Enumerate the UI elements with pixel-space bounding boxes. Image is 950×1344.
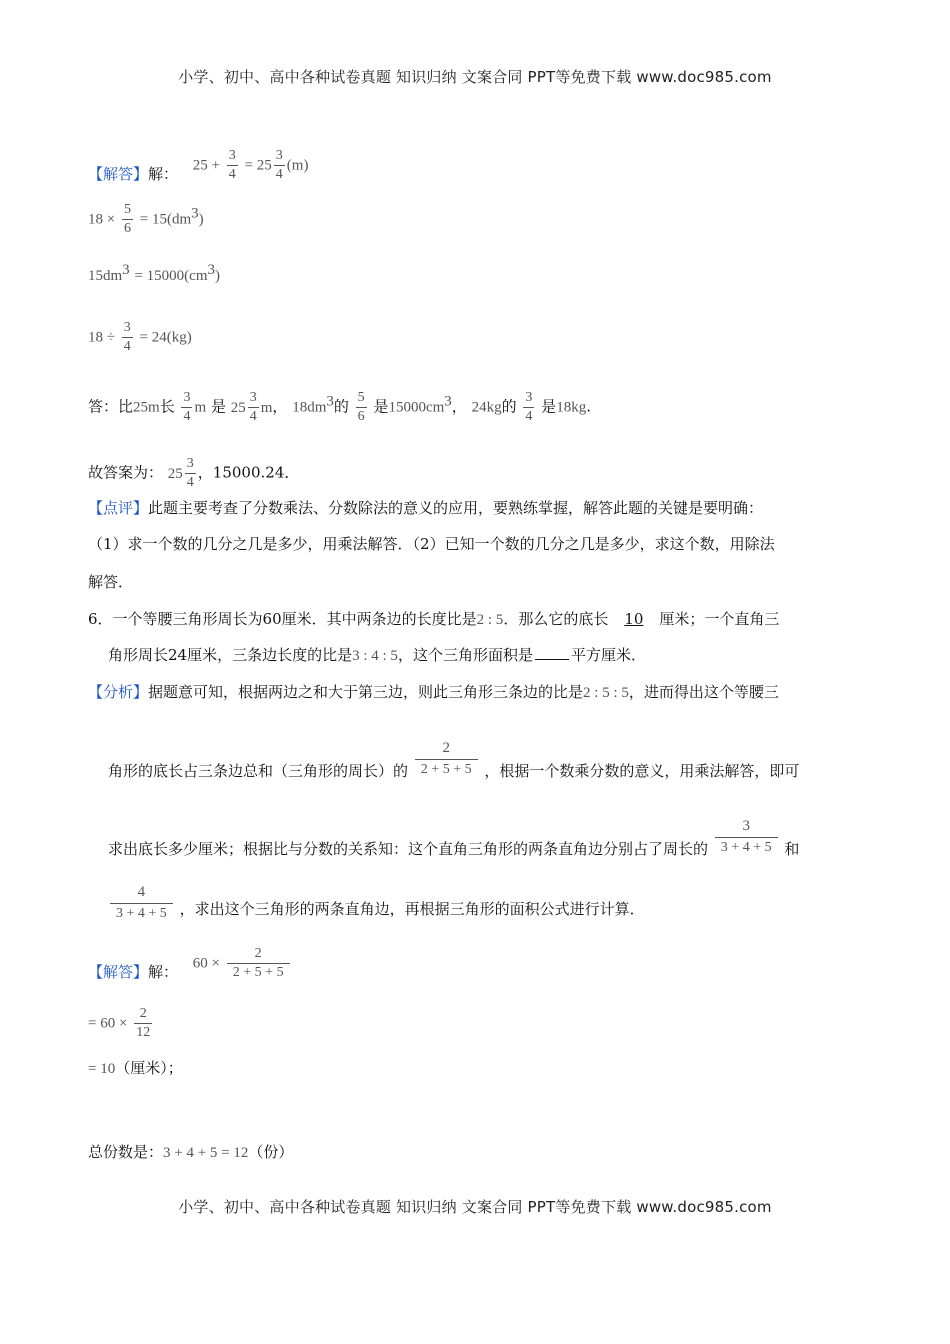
q6-analysis-line4: $\frac{4}{3 + 4 + 5}$ ，求出这个三角形的两条直角边，再根据三角形的面积公式进行计算．	[108, 890, 645, 930]
q5-eq4: 18 ÷ $\frac{3}{4}$ = 24(kg)	[88, 320, 192, 354]
page-header: 小学、初中、高中各种试卷真题 知识归纳 文案合同 PPT等免费下载 www.doc985.com	[178, 68, 772, 86]
q5-final-answer: 故答案为： 25 $\frac{3}{4}$ ，15000.24．	[88, 456, 300, 490]
q5-eq1: 25 + $\frac{3}{4}$ = 25 $\frac{3}{4}$ (m)	[192, 148, 309, 182]
q5-comment: 【点评】此题主要考查了分数乘法、分数除法的意义的应用，要熟练掌握，解答此题的关键是要明确：	[88, 499, 764, 517]
q6-analysis-line3: 求出底长多少厘米；根据比与分数的关系知：这个直角三角形的两条直角边分别占了周长的 $\frac{3}{3 + 4 + 5}$ 和	[108, 818, 800, 858]
q6-answer1: 10	[624, 610, 644, 628]
q5-answer-label: 【解答】解：	[88, 165, 179, 183]
q6-answer-label: 【解答】解：	[88, 963, 179, 981]
q6-answer-step2: = 60 × $\frac{2}{12}$	[88, 1006, 151, 1040]
answer-blank	[535, 645, 569, 660]
q5-eq3: $15dm^3 = 15000(cm^3)$	[88, 262, 220, 284]
q5-eq2: 18 × $\frac{5}{6}$ = $15(dm^3)$	[88, 202, 204, 236]
q5-comment-line2: （1）求一个数的几分之几是多少，用乘法解答．（2）已知一个数的几分之几是多少，求这个数，用除法	[88, 535, 775, 553]
q6-answer-step3: = 10（厘米）；	[88, 1059, 183, 1077]
q6-total-parts: 总份数是：3 + 4 + 5 = 12（份）	[88, 1143, 294, 1161]
q6-answer-step1: 60 × $\frac{2}{2 + 5 + 5}$	[88, 946, 292, 981]
q5-comment-line3: 解答．	[88, 573, 134, 591]
q6-stem-line1: 6．一个等腰三角形周长为60厘米．其中两条边的长度比是2 : 5．那么它的底长 10 厘米；一个直角三	[88, 610, 780, 628]
q6-analysis-line1: 【分析】据题意可知，根据两边之和大于第三边，则此三角形三条边的比是2 : 5 : 5，进而得出这个等腰三	[88, 683, 779, 701]
q6-analysis-line2: 角形的底长占三条边总和（三角形的周长）的 $\frac{2}{2 + 5 + 5}$ ，根据一个数乘分数的意义，用乘法解答，即可	[108, 740, 800, 780]
q5-answer-sentence: 答：比25m长 $\frac{3}{4}$ m 是 25 $\frac{3}{4}$ m ， $18dm^3$的 $\frac{5}{6}$ 是$15000cm^3$， 24kg的 $\frac{3}{4}$ 是18kg.	[88, 390, 591, 424]
q6-stem-line2: 角形周长24厘米，三条边长度的比是3 : 4 : 5，这个三角形面积是 平方厘米．	[108, 646, 646, 664]
page-footer: 小学、初中、高中各种试卷真题 知识归纳 文案合同 PPT等免费下载 www.doc985.com	[178, 1198, 772, 1216]
